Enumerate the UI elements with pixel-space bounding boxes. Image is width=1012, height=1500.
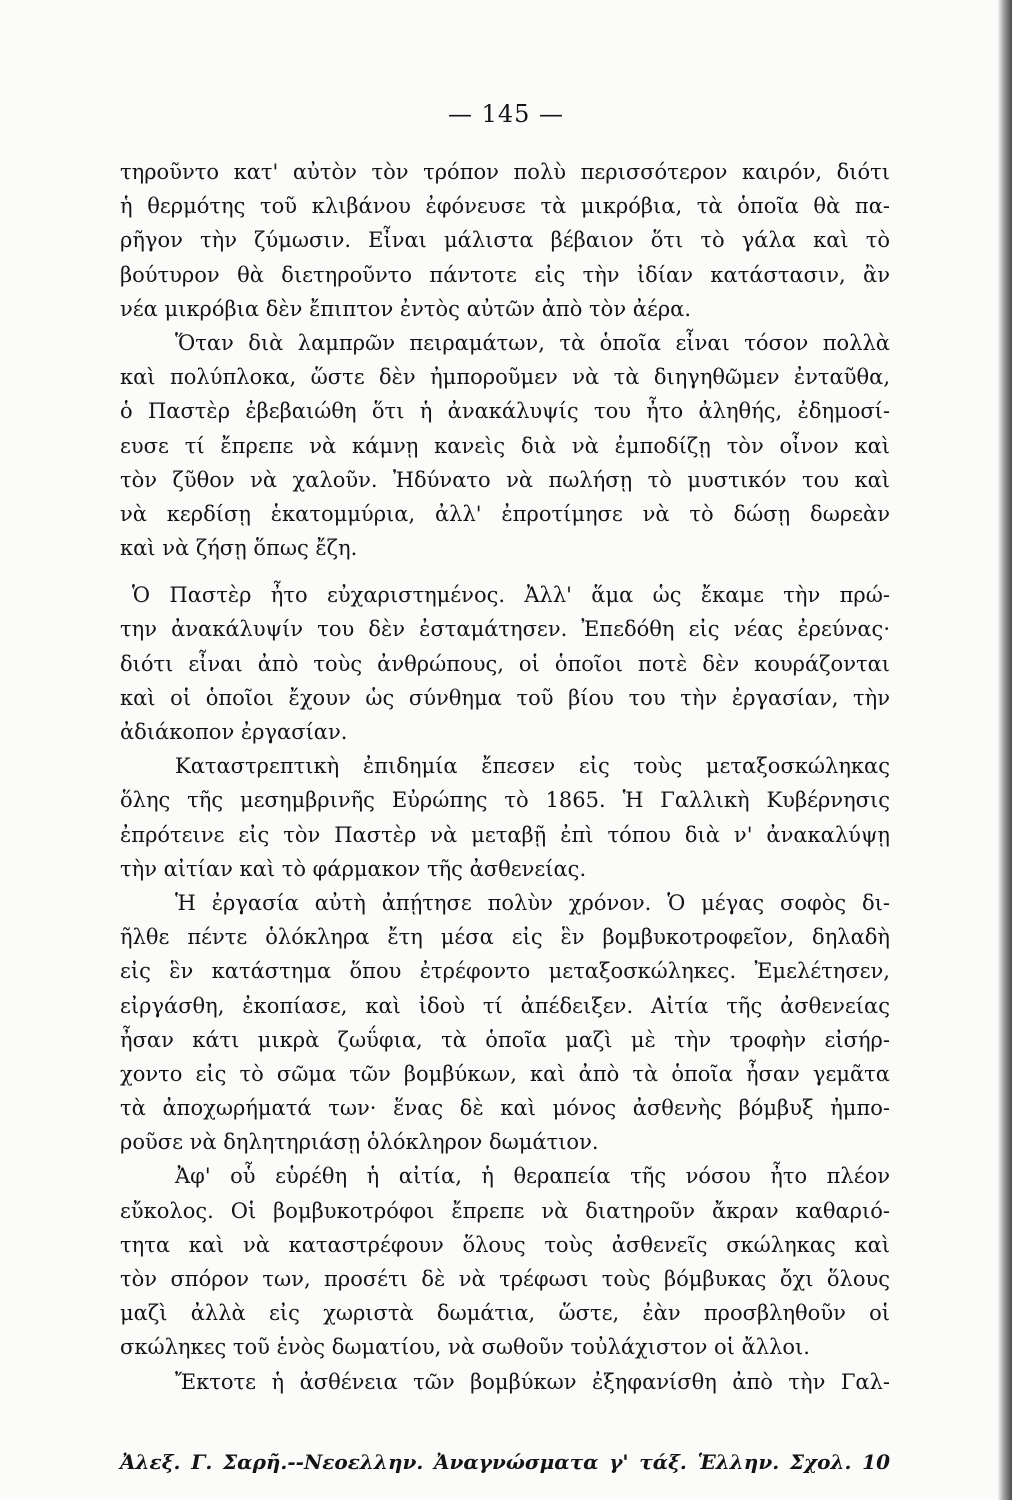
text-line: ῆλθε πέντε ὁλόκληρα ἔτη μέσα εἰς ἓν βομβυκοτροφεῖον, δηλαδὴ [120,925,890,950]
text-line: Ἔκτοτε ἡ ἀσθένεια τῶν βομβύκων ἐξηφανίσθη ἀπὸ τὴν Γαλ- [175,1369,890,1394]
text-line: εὔκολος. Οἱ βομβυκοτρόφοι ἔπρεπε νὰ διατηροῦν ἄκραν καθαριό- [120,1198,890,1223]
text-line: διότι εἶναι ἀπὸ τοὺς ἀνθρώπους, οἱ ὁποῖοι ποτὲ δὲν κουράζονται [120,651,890,676]
page-number: — 145 — [447,100,565,128]
text-line: χοντο εἰς τὸ σῶμα τῶν βομβύκων, καὶ ἀπὸ τὰ ὁποῖα ἦσαν γεμᾶτα [120,1061,890,1086]
text-line: καὶ οἱ ὁποῖοι ἔχουν ὡς σύνθημα τοῦ βίου του τὴν ἐργασίαν, τὴν [120,685,890,710]
text-line: την ἀνακάλυψίν του δὲν ἐσταμάτησεν. Ἐπεδόθη εἰς νέας ἐρεύνας· [120,617,890,642]
text-line: εἰς ἓν κατάστημα ὅπου ἐτρέφοντο μεταξοσκώληκες. Ἐμελέτησεν, [120,959,890,984]
text-line: Ὁ Παστὲρ ἦτο εὐχαριστημένος. Ἀλλ' ἅμα ὡς ἔκαμε τὴν πρώ- [132,583,890,608]
text-line: Ὅταν διὰ λαμπρῶν πειραμάτων, τὰ ὁποῖα εἶναι τόσον πολλὰ [175,330,890,355]
text-line: τὰ ἀποχωρήματά των· ἕνας δὲ καὶ μόνος ἀσθενὴς βόμβυξ ἠμπο- [120,1096,890,1121]
text-line: ρῆγον τὴν ζύμωσιν. Εἶναι μάλιστα βέβαιον ὅτι τὸ γάλα καὶ τὸ [120,228,890,253]
page-edge-shadow [998,0,1012,1500]
footer-signature: Ἀλεξ. Γ. Σαρῆ.--Νεοελλην. Ἀναγνώσματα γ' τάξ. Ἑλλην. Σχολ. 10 [120,1450,890,1474]
text-line: ευσε τί ἔπρεπε νὰ κάμνῃ κανεὶς διὰ νὰ ἐμποδίζῃ τὸν οἶνον καὶ [120,433,890,458]
text-line: τηροῦντο κατ' αὐτὸν τὸν τρόπον πολὺ περισσότερον καιρόν, διότι [120,160,890,184]
text-line: τητα καὶ νὰ καταστρέφουν ὅλους τοὺς ἀσθενεῖς σκώληκας καὶ [120,1232,890,1257]
text-line: ἐπρότεινε εἰς τὸν Παστὲρ νὰ μεταβῇ ἐπὶ τόπου διὰ ν' ἀνακαλύψῃ [120,822,890,847]
text-line: νέα μικρόβια δὲν ἔπιπτον ἐντὸς αὐτῶν ἀπὸ τὸν ἀέρα. [120,296,692,321]
text-line: τὸν σπόρον των, προσέτι δὲ νὰ τρέφωσι τοὺς βόμβυκας ὄχι ὅλους [120,1267,890,1291]
text-line: καὶ νὰ ζήσῃ ὅπως ἔζη. [120,536,358,561]
text-line: ροῦσε νὰ δηλητηριάσῃ ὁλόκληρον δωμάτιον. [120,1130,599,1155]
paragraph-gap [120,565,890,578]
text-line: μαζὶ ἀλλὰ εἰς χωριστὰ δωμάτια, ὥστε, ἐὰν προσβληθοῦν οἱ [120,1301,890,1326]
text-line: Ἡ ἐργασία αὐτὴ ἀπῄτησε πολὺν χρόνον. Ὁ μέγας σοφὸς δι- [175,890,890,915]
text-line: ὅλης τῆς μεσημβρινῆς Εὐρώπης τὸ 1865. Ἡ Γαλλικὴ Κυβέρνησις [120,788,890,813]
text-line: νὰ κερδίσῃ ἑκατομμύρια, ἀλλ' ἐπροτίμησε νὰ τὸ δώσῃ δωρεὰν [120,501,890,526]
text-line: ἦσαν κάτι μικρὰ ζωΰφια, τὰ ὁποῖα μαζὶ μὲ τὴν τροφὴν εἰσήρ- [120,1027,890,1052]
text-line: ἡ θερμότης τοῦ κλιβάνου ἐφόνευσε τὰ μικρόβια, τὰ ὁποῖα θὰ πα- [120,194,890,219]
text-line: σκώληκες τοῦ ἑνὸς δωματίου, νὰ σωθοῦν τοὐλάχιστον οἱ ἄλλοι. [120,1335,810,1360]
text-line: εἰργάσθη, ἐκοπίασε, καὶ ἰδοὺ τί ἀπέδειξεν. Αἰτία τῆς ἀσθενείας [120,993,890,1018]
text-line: βούτυρον θὰ διετηροῦντο πάντοτε εἰς τὴν ἰδίαν κατάστασιν, ἂν [120,262,890,287]
text-line: ἀδιάκοπον ἐργασίαν. [120,720,348,744]
body-text [120,155,890,1399]
text-line: καὶ πολύπλοκα, ὥστε δὲν ἠμποροῦμεν νὰ τὰ διηγηθῶμεν ἐνταῦθα, [120,365,890,390]
text-line: Καταστρεπτικὴ ἐπιδημία ἔπεσεν εἰς τοὺς μεταξοσκώληκας [175,754,890,779]
text-line: τὴν αἰτίαν καὶ τὸ φάρμακον τῆς ἀσθενείας. [120,856,587,881]
text-line: Ἀφ' οὗ εὑρέθη ἡ αἰτία, ἡ θεραπεία τῆς νόσου ἦτο πλέον [175,1164,890,1189]
text-line: τὸν ζῦθον νὰ χαλοῦν. Ἠδύνατο νὰ πωλήσῃ τὸ μυστικόν του καὶ [120,467,890,492]
text-line: ὁ Παστὲρ ἐβεβαιώθη ὅτι ἡ ἀνακάλυψίς του ἦτο ἀληθής, ἐδημοσί- [120,399,890,424]
